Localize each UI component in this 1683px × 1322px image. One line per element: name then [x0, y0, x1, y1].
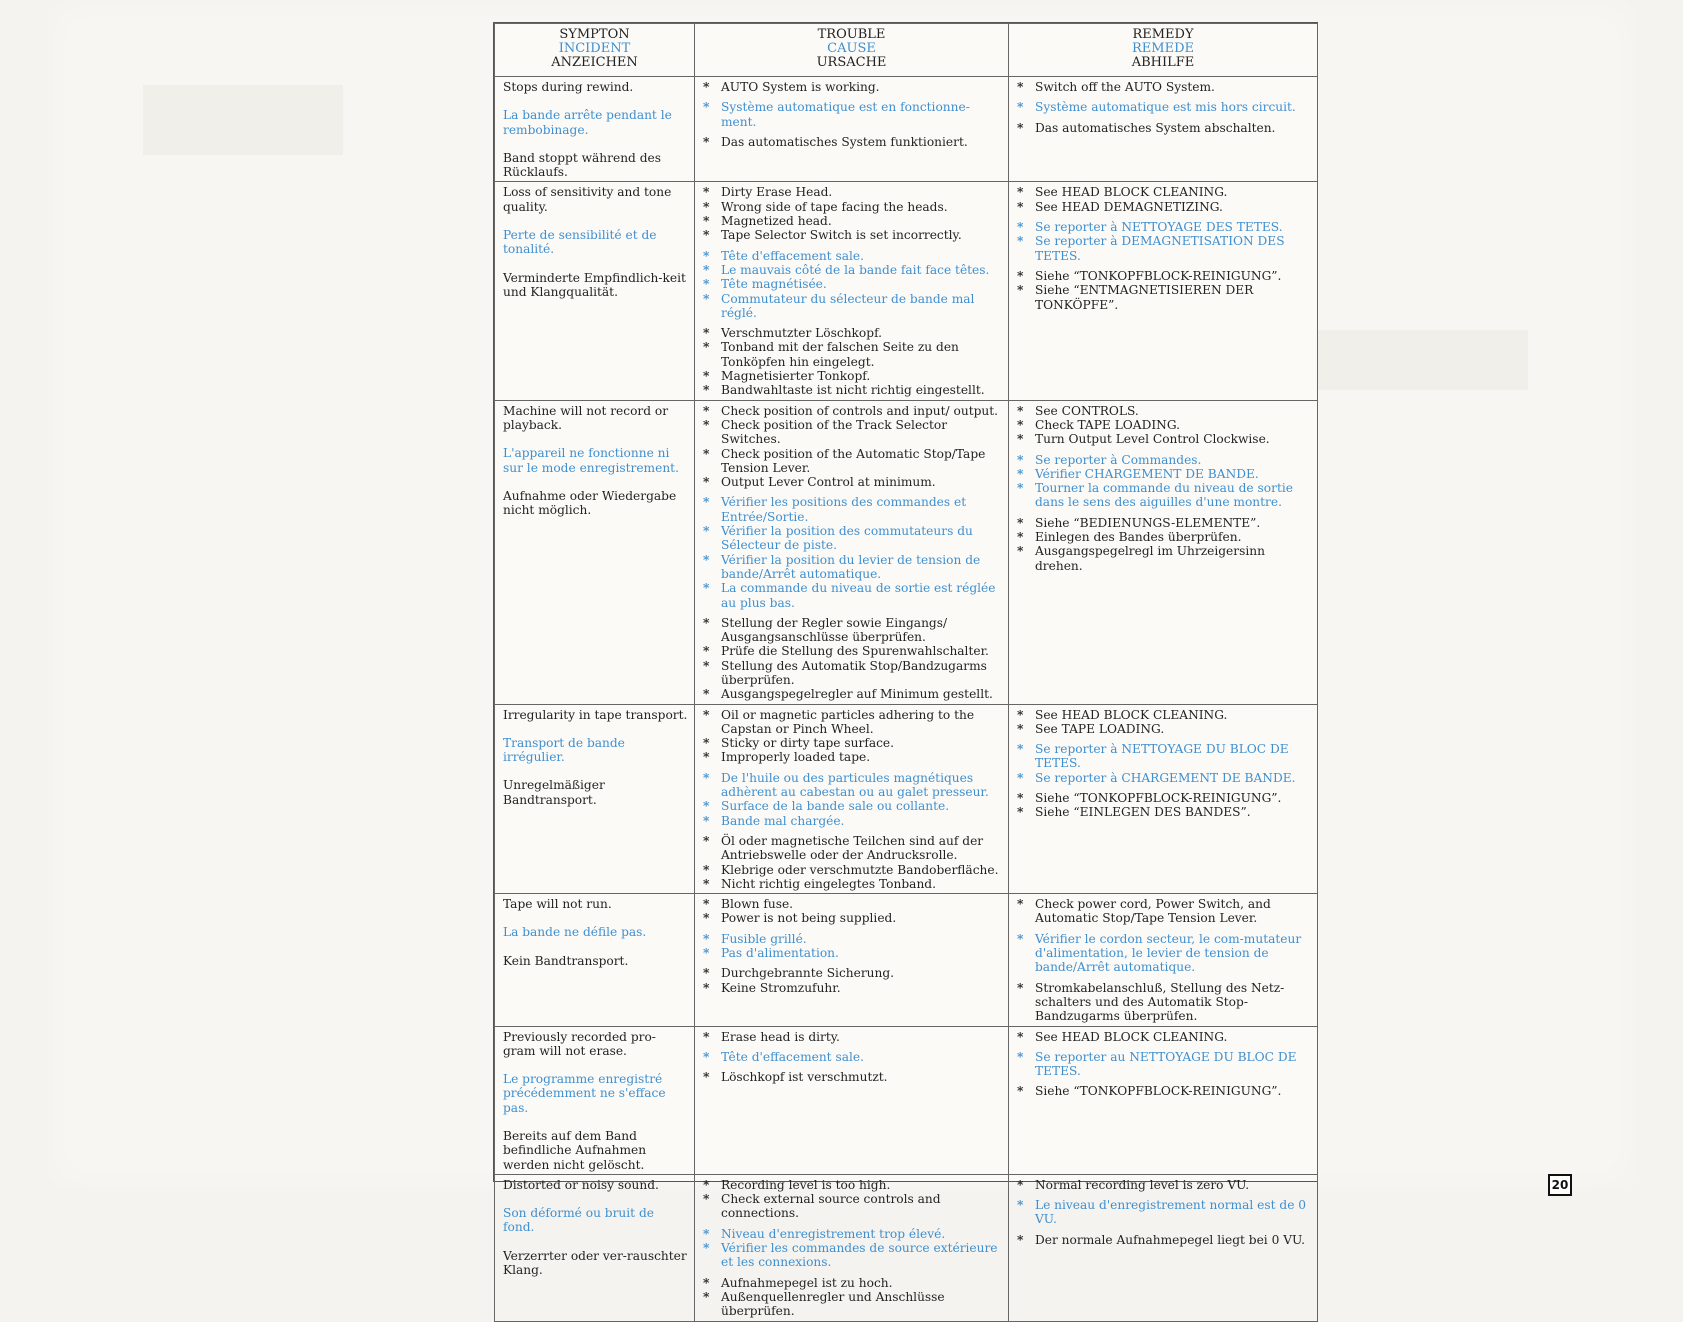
cause-item: * Check position of the Automatic Stop/Tape Tension Lever. [703, 447, 1002, 476]
cause-item: * Tête d'effacement sale. [703, 249, 1002, 263]
cause-item: * Niveau d'enregistrement trop élevé. [703, 1227, 1002, 1241]
cause-cell [695, 894, 1009, 1026]
remedy-item: * See HEAD BLOCK CLEANING. [1017, 708, 1311, 722]
cause-item: * Output Lever Control at minimum. [703, 475, 1002, 489]
cause-item: * Erase head is dirty. [703, 1030, 1002, 1044]
cause-item: * Vérifier la position du levier de tension de bande/Arrêt automatique. [703, 553, 1002, 582]
cause-item: * Improperly loaded tape. [703, 750, 1002, 764]
cause-cell-list [703, 80, 1002, 149]
remedy-item: * Turn Output Level Control Clockwise. [1017, 432, 1311, 446]
cause-item: * Tape Selector Switch is set incorrectly. [703, 228, 1002, 242]
remedy-item: * Ausgangspegelregl im Uhrzeigersinn drehen. [1017, 544, 1311, 573]
remedy-cell-list [1017, 1178, 1311, 1247]
remedy-cell [1009, 894, 1318, 1026]
remedy-item: * Se reporter à Commandes. [1017, 453, 1311, 467]
cause-item: * Surface de la bande sale ou collante. [703, 799, 1002, 813]
page-number: 20 [1548, 1174, 1572, 1196]
remedy-cell [1009, 400, 1318, 704]
cause-cell-list [703, 1030, 1002, 1085]
symptom-cell [495, 894, 695, 1026]
symptom-fr: Le programme enregistré précédemment ne s'efface pas. [503, 1072, 666, 1115]
cause-item: * AUTO System is working. [703, 80, 1002, 94]
cause-item: * Check external source controls and connections. [703, 1192, 1002, 1221]
cause-cell [695, 182, 1009, 400]
symptom-fr: Transport de bande irrégulier. [503, 735, 625, 765]
symptom-de: Kein Bandtransport. [503, 953, 629, 968]
symptom-cell [495, 77, 695, 182]
cause-item: * Keine Stromzufuhr. [703, 981, 1002, 995]
cause-item: * Tonband mit der falschen Seite zu den Tonköpfen hin eingelegt. [703, 340, 1002, 369]
remedy-item: * Siehe “TONKOPFBLOCK-REINIGUNG”. [1017, 1084, 1311, 1098]
remedy-item: * Vérifier le cordon secteur, le com-mutateur d'alimentation, le levier de tension de bande/Arrêt automatique. [1017, 932, 1311, 975]
remedy-item: * Switch off the AUTO System. [1017, 80, 1311, 94]
cause-cell-list [703, 897, 1002, 995]
header-symptom-fr: INCIDENT [558, 41, 631, 56]
remedy-item: * Check TAPE LOADING. [1017, 418, 1311, 432]
table-row [495, 182, 1318, 400]
remedy-cell [1009, 1026, 1318, 1174]
remedy-item: * Tourner la commande du niveau de sortie dans le sens des aiguilles d'une montre. [1017, 481, 1311, 510]
remedy-item: * Se reporter à DEMAGNETISATION DES TETES. [1017, 234, 1311, 263]
cause-item: * Dirty Erase Head. [703, 185, 1002, 199]
remedy-cell-list [1017, 404, 1311, 573]
symptom-en: Distorted or noisy sound. [503, 1177, 659, 1192]
remedy-item: * Siehe “TONKOPFBLOCK-REINIGUNG”. [1017, 791, 1311, 805]
remedy-item: * Se reporter à NETTOYAGE DU BLOC DE TETES. [1017, 742, 1311, 771]
remedy-item: * See HEAD BLOCK CLEANING. [1017, 1030, 1311, 1044]
table-row [495, 77, 1318, 182]
remedy-item: * Le niveau d'enregistrement normal est de 0 VU. [1017, 1198, 1311, 1227]
header-trouble-fr: CAUSE [827, 41, 876, 56]
remedy-item: * Siehe “BEDIENUNGS-ELEMENTE”. [1017, 516, 1311, 530]
remedy-item: * See TAPE LOADING. [1017, 722, 1311, 736]
remedy-item: * Se reporter à NETTOYAGE DES TETES. [1017, 220, 1311, 234]
table-row [495, 704, 1318, 894]
cause-item: * Nicht richtig eingelegtes Tonband. [703, 877, 1002, 891]
table-row [495, 1174, 1318, 1321]
remedy-item: * Einlegen des Bandes überprüfen. [1017, 530, 1311, 544]
cause-item: * Système automatique est en fonctionne-ment. [703, 100, 1002, 129]
cause-cell-list [703, 185, 1002, 397]
cause-item: * Tête magnétisée. [703, 277, 1002, 291]
cause-item: * Klebrige oder verschmutzte Bandoberfläche. [703, 863, 1002, 877]
symptom-en: Stops during rewind. [503, 80, 634, 94]
symptom-en: Tape will not run. [503, 897, 612, 912]
symptom-en: Previously recorded pro-gram will not erase. [503, 1029, 656, 1058]
symptom-cell [495, 704, 695, 894]
table-row [495, 894, 1318, 1026]
remedy-cell-list [1017, 1030, 1311, 1099]
cause-item: * Magnetized head. [703, 214, 1002, 228]
remedy-item: * Se reporter à CHARGEMENT DE BANDE. [1017, 771, 1311, 785]
cause-item: * Vérifier la position des commutateurs du Sélecteur de piste. [703, 524, 1002, 553]
cause-item: * De l'huile ou des particules magnétiques adhèrent au cabestan ou au galet presseur. [703, 771, 1002, 800]
troubleshooting-table [493, 22, 1318, 1319]
cause-cell [695, 1174, 1009, 1321]
remedy-item: * Système automatique est mis hors circuit. [1017, 100, 1311, 114]
cause-item: * Magnetisierter Tonkopf. [703, 369, 1002, 383]
remedy-item: * Vérifier CHARGEMENT DE BANDE. [1017, 467, 1311, 481]
header-trouble-en: TROUBLE [817, 27, 886, 42]
cause-cell [695, 1026, 1009, 1174]
remedy-cell [1009, 1174, 1318, 1321]
remedy-cell [1009, 704, 1318, 894]
remedy-item: * See HEAD DEMAGNETIZING. [1017, 200, 1311, 214]
remedy-item: * Se reporter au NETTOYAGE DU BLOC DE TETES. [1017, 1050, 1311, 1079]
cause-item: * Recording level is too high. [703, 1178, 1002, 1192]
bleed-through-mark [143, 85, 343, 155]
cause-item: * Wrong side of tape facing the heads. [703, 200, 1002, 214]
symptom-fr: Son déformé ou bruit de fond. [503, 1206, 654, 1235]
remedy-cell-list [1017, 80, 1311, 135]
symptom-fr: L'appareil ne fonctionne ni sur le mode enregistrement. [503, 446, 679, 475]
symptom-en: Loss of sensitivity and tone quality. [503, 185, 672, 214]
table-header-row [495, 24, 1318, 77]
remedy-item: * Siehe “EINLEGEN DES BANDES”. [1017, 805, 1311, 819]
table-row [495, 1026, 1318, 1174]
symptom-fr: Perte de sensibilité et de tonalité. [503, 228, 657, 257]
header-remedy-fr: REMEDE [1132, 41, 1194, 56]
manual-page [48, 0, 1636, 1319]
cause-item: * Prüfe die Stellung des Spurenwahlschalter. [703, 644, 1002, 658]
symptom-de: Verminderte Empfindlich-keit und Klangqualität. [503, 270, 686, 299]
header-trouble-de: URSACHE [816, 55, 887, 70]
cause-cell-list [703, 1178, 1002, 1319]
header-remedy-en: REMEDY [1132, 27, 1194, 42]
symptom-cell [495, 400, 695, 704]
cause-item: * Verschmutzter Löschkopf. [703, 326, 1002, 340]
cause-item: * Commutateur du sélecteur de bande mal réglé. [703, 292, 1002, 321]
remedy-cell-list [1017, 185, 1311, 311]
header-trouble [695, 24, 1009, 77]
cause-item: * Blown fuse. [703, 897, 1002, 911]
cause-item: * Öl oder magnetische Teilchen sind auf der Antriebswelle oder der Andrucksrolle. [703, 834, 1002, 863]
bleed-through-mark [1298, 330, 1528, 390]
remedy-item: * See HEAD BLOCK CLEANING. [1017, 185, 1311, 199]
remedy-cell [1009, 182, 1318, 400]
symptom-cell [495, 182, 695, 400]
remedy-item: * Normal recording level is zero VU. [1017, 1178, 1311, 1192]
cause-item: * Tête d'effacement sale. [703, 1050, 1002, 1064]
cause-item: * Ausgangspegelregler auf Minimum gestellt. [703, 687, 1002, 701]
cause-item: * Oil or magnetic particles adhering to the Capstan or Pinch Wheel. [703, 708, 1002, 737]
remedy-item: * Der normale Aufnahmepegel liegt bei 0 VU. [1017, 1233, 1311, 1247]
remedy-item: * Stromkabelanschluß, Stellung des Netz-schalters und des Automatik Stop-Bandzugarms überprüfen. [1017, 981, 1311, 1024]
cause-item: * Pas d'alimentation. [703, 946, 1002, 960]
symptom-de: Verzerrter oder ver-rauschter Klang. [503, 1248, 687, 1278]
remedy-item: * Siehe “ENTMAGNETISIEREN DER TONKÖPFE”. [1017, 283, 1311, 312]
symptom-de: Aufnahme oder Wiedergabe nicht möglich. [503, 488, 677, 518]
symptom-de: Unregelmäßiger Bandtransport. [503, 778, 605, 807]
symptom-fr: La bande ne défile pas. [503, 925, 647, 940]
symptom-cell [495, 1174, 695, 1321]
remedy-cell-list [1017, 897, 1311, 1023]
header-remedy [1009, 24, 1318, 77]
cause-cell-list [703, 708, 1002, 892]
symptom-en: Irregularity in tape transport. [503, 707, 688, 722]
cause-item: * Stellung der Regler sowie Eingangs/ Ausgangsanschlüsse überprüfen. [703, 616, 1002, 645]
header-symptom [495, 24, 695, 77]
cause-item: * Bandwahltaste ist nicht richtig eingestellt. [703, 383, 1002, 397]
cause-item: * Stellung des Automatik Stop/Bandzugarms überprüfen. [703, 659, 1002, 688]
cause-item: * Vérifier les commandes de source extérieure et les connexions. [703, 1241, 1002, 1270]
table-row [495, 400, 1318, 704]
remedy-cell [1009, 77, 1318, 182]
remedy-item: * See CONTROLS. [1017, 404, 1311, 418]
header-symptom-de: ANZEICHEN [551, 55, 638, 70]
symptom-cell [495, 1026, 695, 1174]
cause-item: * Bande mal chargée. [703, 814, 1002, 828]
cause-item: * Fusible grillé. [703, 932, 1002, 946]
remedy-item: * Das automatisches System abschalten. [1017, 121, 1311, 135]
cause-item: * Check position of the Track Selector Switches. [703, 418, 1002, 447]
cause-item: * Vérifier les positions des commandes et Entrée/Sortie. [703, 495, 1002, 524]
remedy-item: * Siehe “TONKOPFBLOCK-REINIGUNG”. [1017, 269, 1311, 283]
cause-item: * Löschkopf ist verschmutzt. [703, 1070, 1002, 1084]
symptom-de: Band stoppt während des Rücklaufs. [503, 150, 661, 180]
cause-item: * Le mauvais côté de la bande fait face têtes. [703, 263, 1002, 277]
cause-item: * Außenquellenregler und Anschlüsse überprüfen. [703, 1290, 1002, 1319]
cause-item: * Das automatisches System funktioniert. [703, 135, 1002, 149]
cause-item: * Power is not being supplied. [703, 911, 1002, 925]
remedy-cell-list [1017, 708, 1311, 820]
cause-item: * Aufnahmepegel ist zu hoch. [703, 1276, 1002, 1290]
cause-cell [695, 77, 1009, 182]
header-symptom-en: SYMPTON [559, 27, 630, 42]
cause-cell [695, 704, 1009, 894]
cause-item: * Sticky or dirty tape surface. [703, 736, 1002, 750]
symptom-de: Bereits auf dem Band befindliche Aufnahmen werden nicht gelöscht. [503, 1129, 647, 1172]
symptom-fr: La bande arrête pendant le rembobinage. [503, 108, 672, 137]
cause-item: * Durchgebrannte Sicherung. [703, 966, 1002, 980]
remedy-item: * Check power cord, Power Switch, and Automatic Stop/Tape Tension Lever. [1017, 897, 1311, 926]
cause-cell [695, 400, 1009, 704]
symptom-en: Machine will not record or playback. [503, 403, 669, 432]
cause-item: * La commande du niveau de sortie est réglée au plus bas. [703, 581, 1002, 610]
header-remedy-de: ABHILFE [1131, 55, 1195, 70]
cause-cell-list [703, 404, 1002, 702]
cause-item: * Check position of controls and input/ output. [703, 404, 1002, 418]
